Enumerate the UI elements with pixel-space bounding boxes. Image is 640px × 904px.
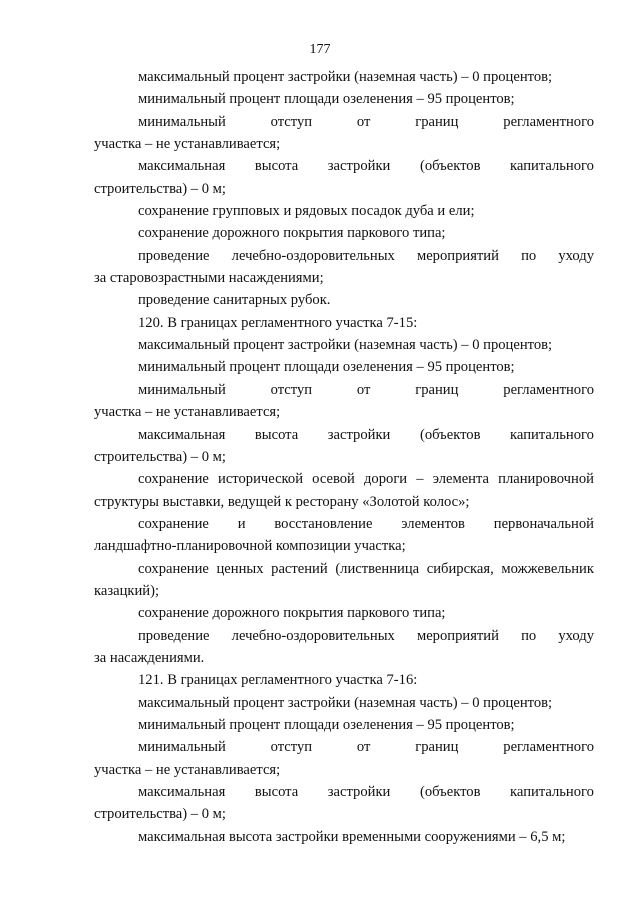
word: капитального [510, 784, 594, 800]
paragraph-line: сохранение групповых и рядовых посадок дуба и ели; [138, 203, 475, 220]
word: капитального [510, 158, 594, 175]
text-line [94, 580, 594, 602]
paragraph-line: 120. В границах регламентного участка 7-15: [138, 314, 418, 331]
text-line [94, 736, 594, 758]
word: уходу [558, 247, 594, 264]
word: максимальная [138, 784, 226, 800]
text-line [94, 625, 594, 647]
text-line [94, 803, 594, 825]
justified-line [94, 245, 594, 267]
text-line [94, 200, 594, 222]
text-line [94, 669, 594, 691]
text-line [94, 178, 594, 200]
word: по [521, 627, 537, 644]
word: сибирская, [426, 560, 494, 577]
text-line [94, 692, 594, 714]
justified-line [94, 111, 594, 133]
word: (объектов [419, 158, 481, 175]
word: сохранение [138, 471, 209, 488]
text-line [94, 424, 594, 446]
text-line [94, 781, 594, 803]
continuation-line: структуры выставки, ведущей к ресторану «Золотой колос»; [94, 493, 470, 510]
paragraph-line: минимальный процент площади озеленения – 95 процентов; [138, 716, 515, 733]
text-line [94, 155, 594, 177]
continuation-line: строительства) – 0 м; [94, 180, 226, 197]
word: сохранение [138, 515, 209, 532]
text-line [94, 312, 594, 334]
word: капитального [510, 426, 594, 443]
word: границ [415, 381, 459, 398]
text-line [94, 602, 594, 624]
word: минимальный [138, 381, 226, 398]
text-line [94, 356, 594, 378]
justified-line [94, 424, 594, 446]
paragraph-line: максимальный процент застройки (наземная часть) – 0 процентов; [138, 337, 553, 354]
text-line [94, 535, 594, 557]
word: по [521, 247, 537, 264]
word: (лиственница [335, 560, 420, 577]
text-line [94, 647, 594, 669]
word: высота [254, 426, 299, 443]
justified-line [94, 736, 594, 758]
word: отступ [270, 739, 313, 756]
word: минимальный [138, 113, 226, 130]
paragraph-line: сохранение дорожного покрытия паркового типа; [138, 605, 446, 622]
justified-line [94, 513, 594, 535]
paragraph-line: максимальный процент застройки (наземная часть) – 0 процентов; [138, 694, 553, 711]
text-line [94, 446, 594, 468]
paragraph-line: минимальный процент площади озеленения – 95 процентов; [138, 359, 515, 376]
word: восстановление [274, 515, 373, 532]
word: от [356, 113, 371, 130]
text-line [94, 88, 594, 110]
word: застройки [327, 426, 391, 443]
word: (объектов [419, 784, 481, 800]
word: проведение [138, 247, 210, 264]
justified-line [94, 468, 594, 490]
word: – [416, 471, 424, 488]
word: застройки [327, 158, 391, 175]
text-line [94, 222, 594, 244]
text-line [94, 66, 594, 88]
justified-line [94, 379, 594, 401]
word: регламентного [503, 113, 594, 130]
text-line [94, 513, 594, 535]
word: регламентного [503, 381, 594, 398]
text-line [94, 468, 594, 490]
paragraph-line: минимальный процент площади озеленения – 95 процентов; [138, 91, 515, 108]
word: минимальный [138, 739, 226, 756]
word: лечебно-оздоровительных [231, 247, 395, 264]
word: границ [415, 113, 459, 130]
word: осевой [312, 471, 355, 488]
word: максимальная [138, 158, 226, 175]
word: ценных [216, 560, 264, 577]
text-line [94, 267, 594, 289]
paragraph-line: 121. В границах регламентного участка 7-16: [138, 672, 418, 689]
paragraph-line: максимальный процент застройки (наземная часть) – 0 процентов; [138, 69, 553, 85]
word: уходу [558, 627, 594, 644]
text-line [94, 289, 594, 311]
word: исторической [218, 471, 304, 488]
text-line [94, 826, 594, 848]
word: лечебно-оздоровительных [231, 627, 395, 644]
continuation-line: казацкий); [94, 582, 160, 599]
word: от [356, 739, 371, 756]
word: (объектов [419, 426, 481, 443]
word: элемента [432, 471, 490, 488]
paragraph-line: сохранение дорожного покрытия паркового типа; [138, 225, 446, 242]
continuation-line: участка – не устанавливается; [94, 136, 281, 153]
word: высота [254, 784, 299, 800]
text-line [94, 491, 594, 513]
word: и [237, 515, 246, 532]
paragraph-line: максимальная высота застройки временными сооружениями – 6,5 м; [138, 828, 566, 845]
text-line [94, 334, 594, 356]
word: отступ [270, 381, 313, 398]
continuation-line: за насаждениями. [94, 649, 205, 666]
paragraph-line: проведение санитарных рубок. [138, 292, 331, 309]
word: застройки [327, 784, 391, 800]
continuation-line: строительства) – 0 м; [94, 448, 226, 465]
word: сохранение [138, 560, 209, 577]
justified-line [94, 155, 594, 177]
word: высота [254, 158, 299, 175]
word: первоначальной [493, 515, 594, 532]
justified-line [94, 625, 594, 647]
document-body [94, 66, 594, 848]
word: максимальная [138, 426, 226, 443]
word: мероприятий [416, 627, 499, 644]
word: можжевельник [501, 560, 594, 577]
word: регламентного [503, 739, 594, 756]
word: границ [415, 739, 459, 756]
page-number: 177 [309, 42, 331, 57]
text-line [94, 401, 594, 423]
text-line [94, 111, 594, 133]
continuation-line: строительства) – 0 м; [94, 806, 226, 823]
continuation-line: участка – не устанавливается; [94, 761, 281, 778]
word: от [356, 381, 371, 398]
text-line [94, 245, 594, 267]
word: отступ [270, 113, 313, 130]
word: элементов [401, 515, 465, 532]
text-line [94, 714, 594, 736]
continuation-line: за старовозрастными насаждениями; [94, 270, 324, 287]
word: дороги [364, 471, 408, 488]
continuation-line: ландшафтно-планировочной композиции участка; [94, 538, 406, 555]
justified-line [94, 781, 594, 803]
text-line [94, 759, 594, 781]
text-line [94, 133, 594, 155]
word: планировочной [498, 471, 594, 488]
word: растений [271, 560, 328, 577]
word: мероприятий [416, 247, 499, 264]
text-line [94, 379, 594, 401]
continuation-line: участка – не устанавливается; [94, 404, 281, 421]
justified-line [94, 558, 594, 580]
word: проведение [138, 627, 210, 644]
text-line [94, 558, 594, 580]
